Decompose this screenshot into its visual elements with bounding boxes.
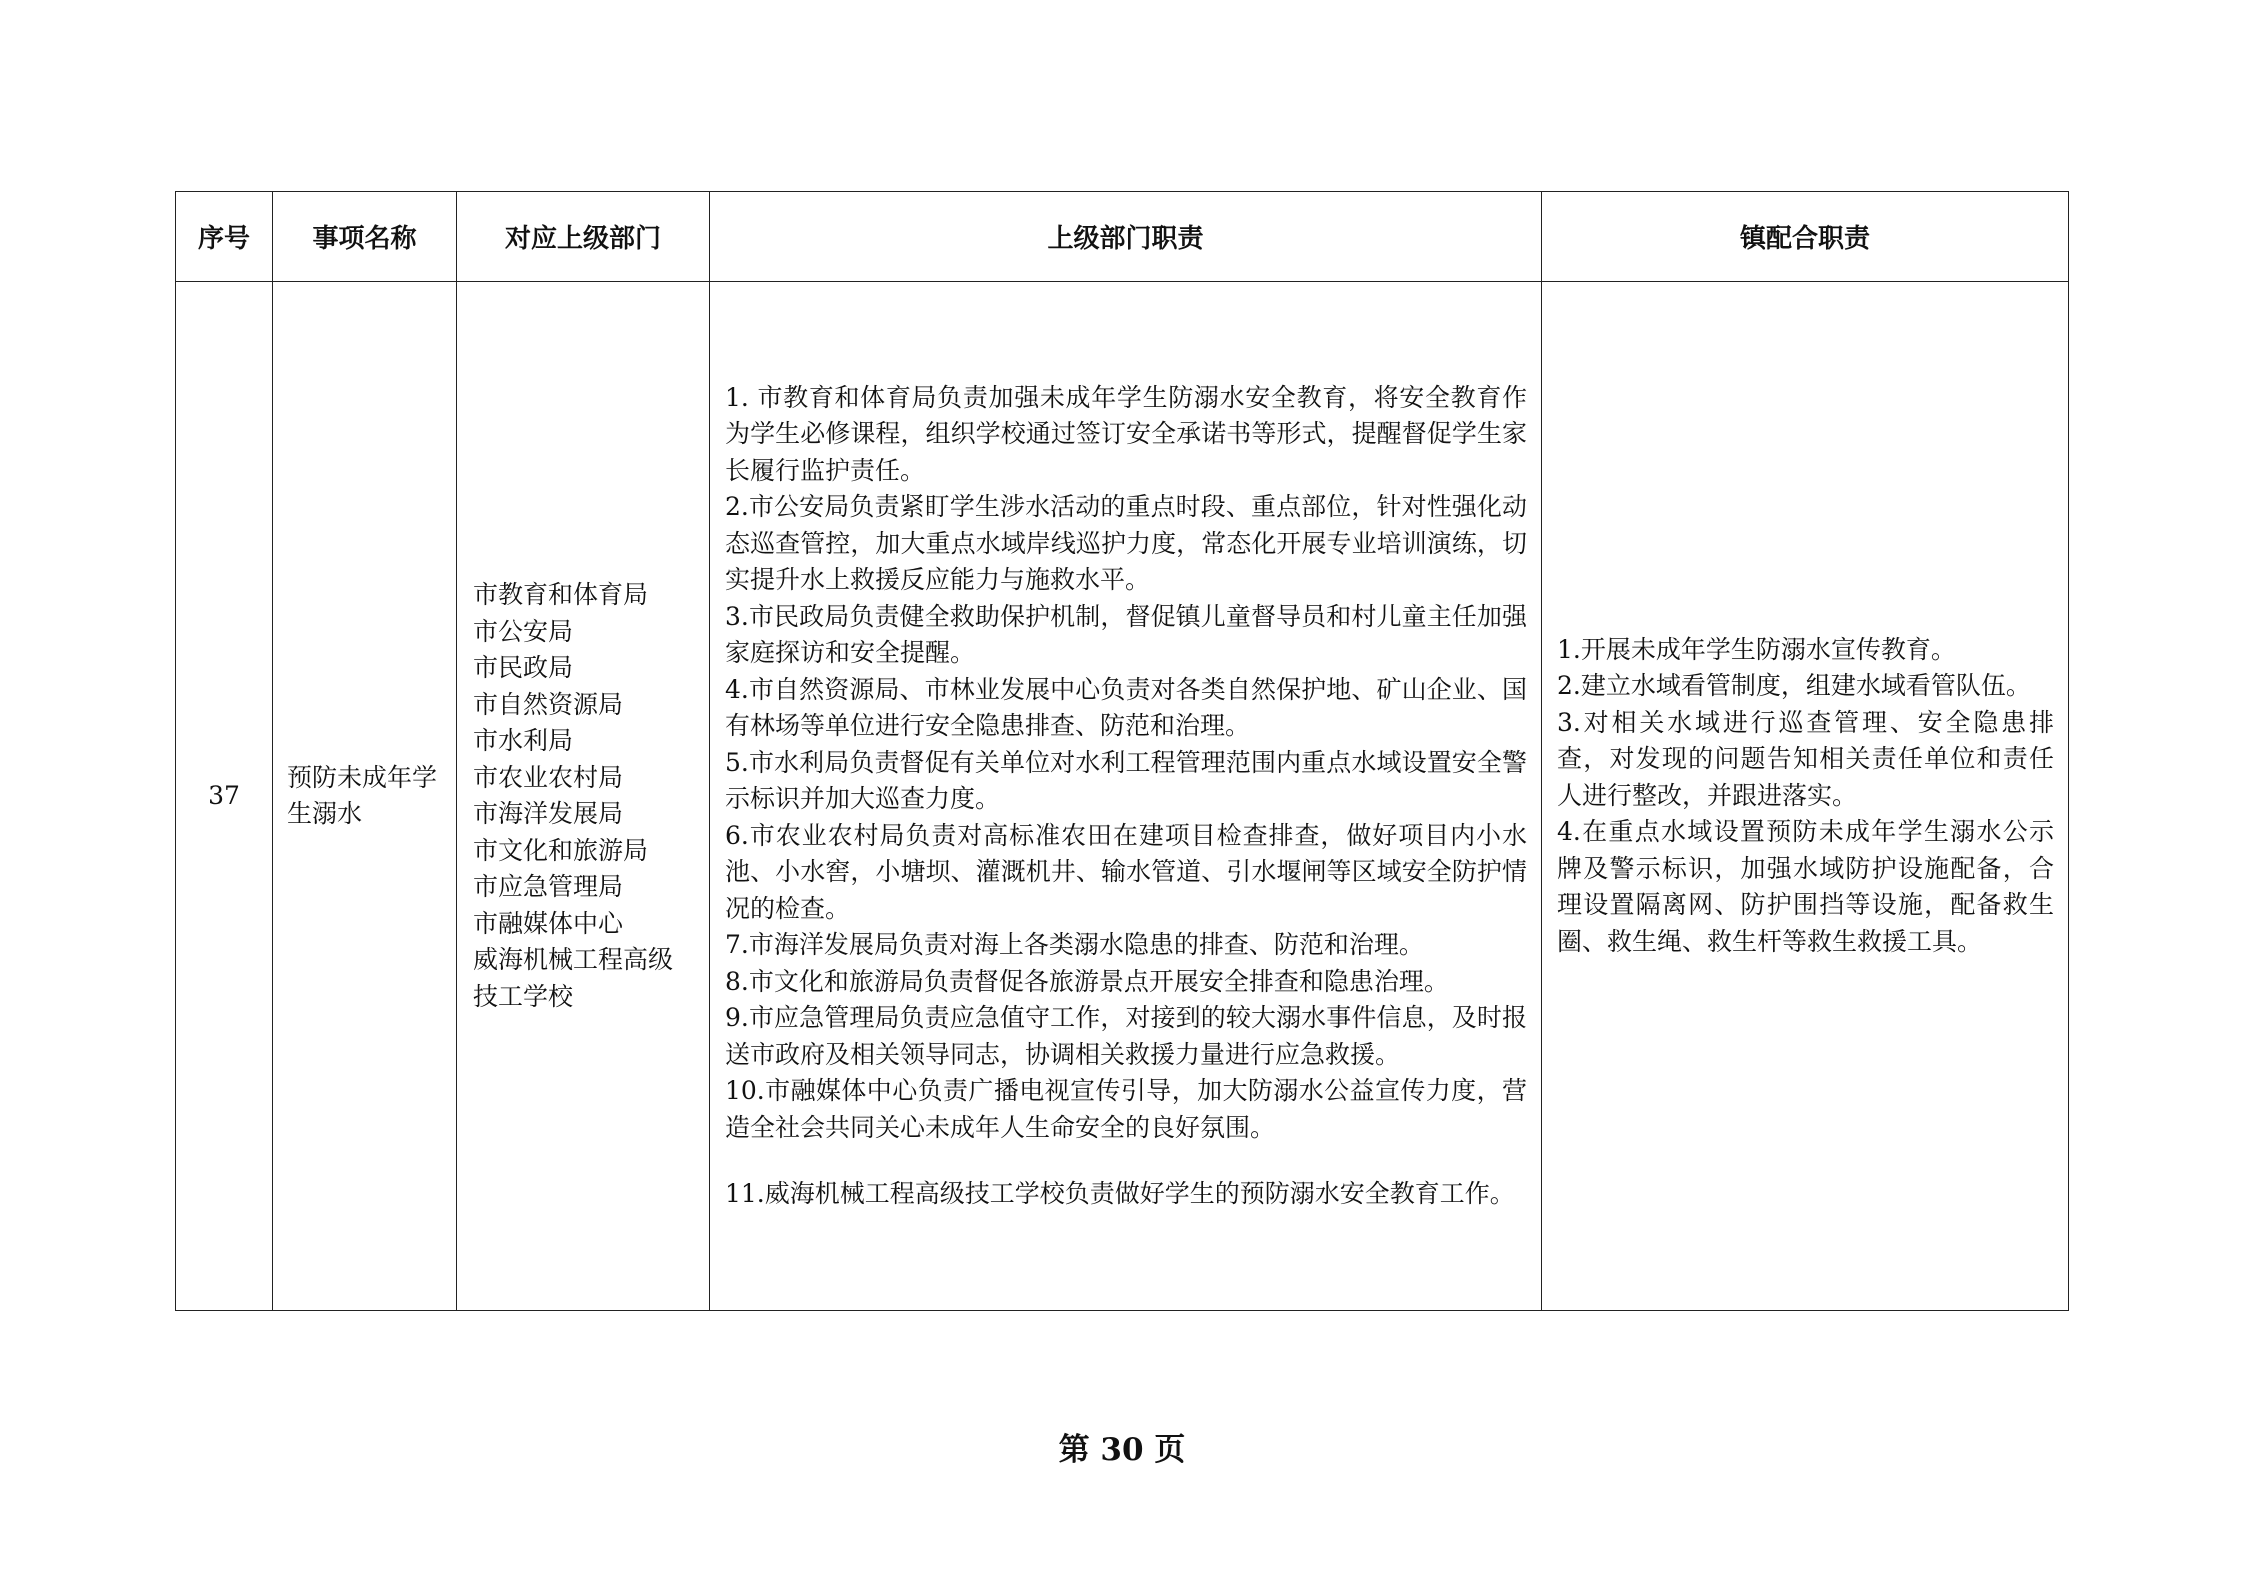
duty-item: 11.威海机械工程高级技工学校负责做好学生的预防溺水安全教育工作。 bbox=[725, 1179, 1515, 1208]
department-item: 威海机械工程高级技工学校 bbox=[473, 945, 674, 1011]
department-item: 市融媒体中心 bbox=[473, 908, 624, 938]
header-dept: 对应上级部门 bbox=[457, 192, 710, 282]
duty-item: 5.市水利局负责督促有关单位对水利工程管理范围内重点水域设置安全警示标识并加大巡查力度。 bbox=[725, 747, 1527, 813]
department-item: 市应急管理局 bbox=[473, 872, 624, 901]
duty-item: 2.市公安局负责紧盯学生涉水活动的重点时段、重点部位，针对性强化动态巡查管控，加大重点水域岸线巡护力度，常态化开展专业培训演练，切实提升水上救援反应能力与施救水平。 bbox=[725, 492, 1527, 594]
duty-item: 9.市应急管理局负责应急值守工作，对接到的较大溺水事件信息，及时报送市政府及相关领导同志，协调相关救援力量进行应急救援。 bbox=[725, 1003, 1527, 1069]
duty-item: 8.市文化和旅游局负责督促各旅游景点开展安全排查和隐患治理。 bbox=[725, 966, 1449, 996]
header-row bbox=[176, 192, 2069, 282]
department-item: 市海洋发展局 bbox=[473, 799, 624, 828]
header-duty: 上级部门职责 bbox=[710, 192, 1542, 282]
duty-item: 7.市海洋发展局负责对海上各类溺水隐患的排查、防范和治理。 bbox=[725, 930, 1424, 959]
header-town: 镇配合职责 bbox=[1542, 192, 2069, 282]
table-row bbox=[176, 282, 2069, 1311]
duty-item: 1. 市教育和体育局负责加强未成年学生防溺水安全教育，将安全教育作为学生必修课程，组织学校通过签订安全承诺书等形式，提醒督促学生家长履行监护责任。 bbox=[725, 382, 1527, 485]
superior-duties-cell bbox=[710, 282, 1542, 1311]
town-duty-item: 3.对相关水域进行巡查管理、安全隐患排查，对发现的问题告知相关责任单位和责任人进行整改，并跟进落实。 bbox=[1557, 707, 2054, 810]
duty-item: 4.市自然资源局、市林业发展中心负责对各类自然保护地、矿山企业、国有林场等单位进行安全隐患排查、防范和治理。 bbox=[725, 674, 1527, 740]
duty-item: 6.市农业农村局负责对高标准农田在建项目检查排查，做好项目内小水池、小水窖，小塘坝、灌溉机井、输水管道、引水堰闸等区域安全防护情况的检查。 bbox=[725, 820, 1527, 923]
duty-item: 10.市融媒体中心负责广播电视宣传引导，加大防溺水公益宣传力度，营造全社会共同关心未成年人生命安全的良好氛围。 bbox=[725, 1076, 1527, 1142]
department-item: 市文化和旅游局 bbox=[473, 835, 649, 865]
town-duties-cell bbox=[1542, 282, 2069, 1311]
town-duty-item: 1.开展未成年学生防溺水宣传教育。 bbox=[1557, 634, 1956, 664]
duty-item: 3.市民政局负责健全救助保护机制，督促镇儿童督导员和村儿童主任加强家庭探访和安全提醒。 bbox=[725, 601, 1527, 667]
department-item: 市水利局 bbox=[473, 726, 574, 755]
departments-cell bbox=[457, 282, 710, 1311]
responsibility-table bbox=[175, 191, 2069, 1311]
department-item: 市民政局 bbox=[473, 653, 574, 682]
department-item: 市自然资源局 bbox=[473, 689, 624, 719]
department-item: 市农业农村局 bbox=[473, 762, 624, 792]
page-number: 第 30 页 bbox=[1058, 1432, 1186, 1468]
department-item: 市公安局 bbox=[473, 616, 574, 646]
header-no: 序号 bbox=[176, 192, 273, 282]
paragraph-gap bbox=[725, 1146, 1527, 1176]
item-name: 预防未成年学生溺水 bbox=[273, 282, 457, 1311]
row-number: 37 bbox=[176, 282, 273, 1311]
town-duty-item: 2.建立水域看管制度，组建水域看管队伍。 bbox=[1557, 671, 2031, 701]
header-name: 事项名称 bbox=[273, 192, 457, 282]
department-item: 市教育和体育局 bbox=[473, 580, 649, 609]
town-duty-item: 4.在重点水域设置预防未成年学生溺水公示牌及警示标识，加强水域防护设施配备，合理设置隔离网、防护围挡等设施，配备救生圈、救生绳、救生杆等救生救援工具。 bbox=[1557, 817, 2054, 956]
